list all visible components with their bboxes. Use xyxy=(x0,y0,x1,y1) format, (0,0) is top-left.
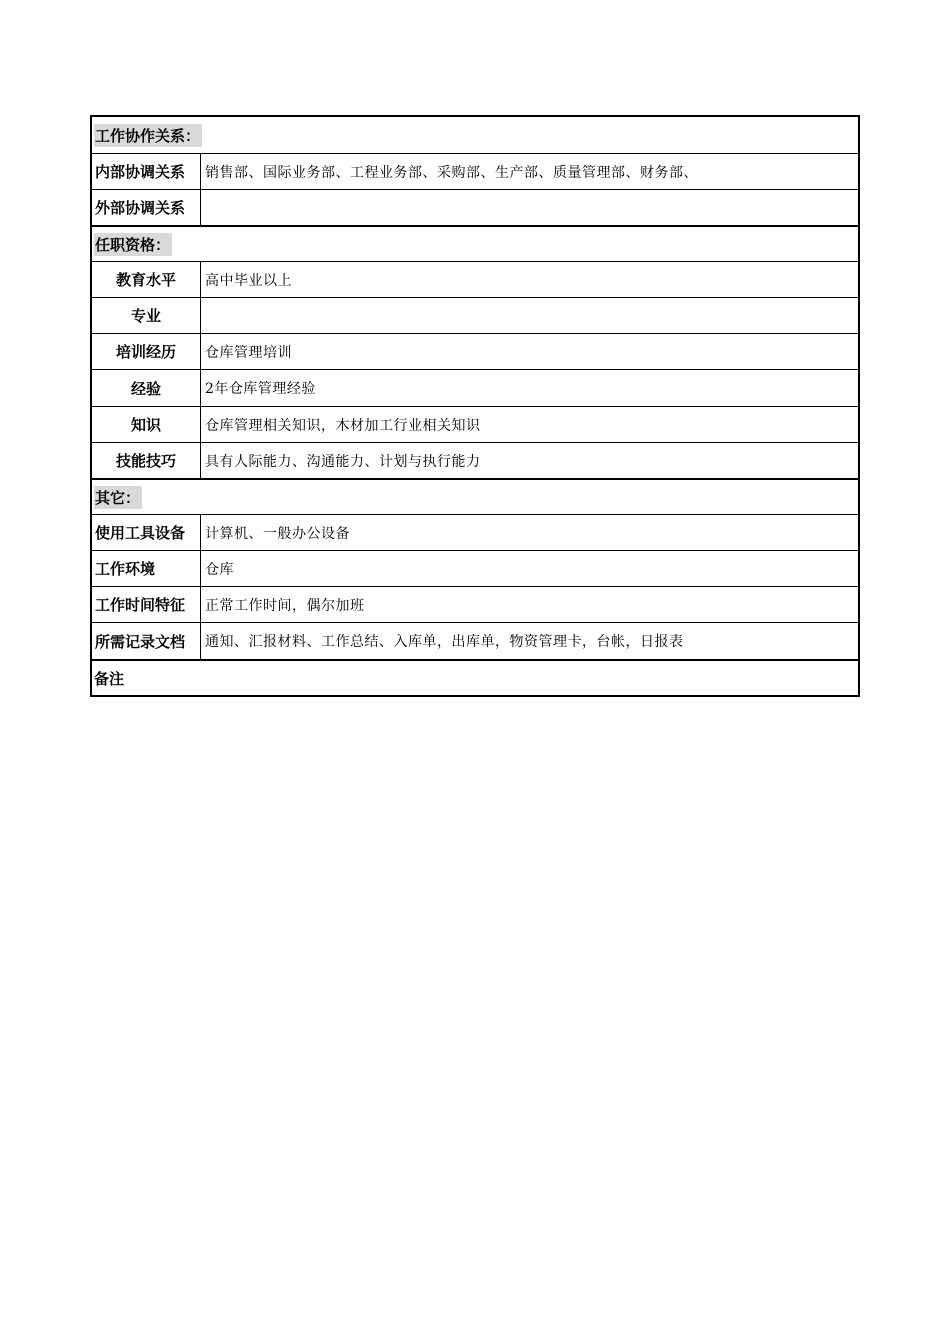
row-value: 计算机、一般办公设备 xyxy=(205,525,350,542)
section-header-qualifications xyxy=(92,225,858,261)
job-description-table xyxy=(90,115,860,697)
row-value xyxy=(201,190,858,225)
row-label: 教育水平 xyxy=(92,262,201,297)
row-label: 培训经历 xyxy=(92,334,201,369)
row-value: 仓库管理培训 xyxy=(205,344,292,361)
section-header-relations xyxy=(92,117,858,153)
table-row-external-relations xyxy=(92,189,858,225)
row-value xyxy=(201,298,858,333)
table-row-training xyxy=(92,333,858,369)
row-value: 通知、汇报材料、工作总结、入库单，出库单，物资管理卡，台帐，日报表 xyxy=(205,634,684,650)
table-row-internal-relations xyxy=(92,153,858,189)
row-label: 专业 xyxy=(92,298,201,333)
row-value: 正常工作时间，偶尔加班 xyxy=(205,597,365,614)
section-header-other xyxy=(92,478,858,514)
row-value: 仓库 xyxy=(205,561,234,578)
row-label: 外部协调关系 xyxy=(92,190,201,225)
row-label: 所需记录文档 xyxy=(92,623,201,659)
row-label: 工作时间特征 xyxy=(92,587,201,622)
row-value: 仓库管理相关知识，木材加工行业相关知识 xyxy=(205,417,481,434)
table-row-experience xyxy=(92,369,858,406)
section-header-remarks xyxy=(92,659,858,695)
row-label: 知识 xyxy=(92,407,201,442)
table-row-major xyxy=(92,297,858,333)
row-value: 具有人际能力、沟通能力、计划与执行能力 xyxy=(205,453,481,470)
table-row-knowledge xyxy=(92,406,858,442)
row-label: 工作环境 xyxy=(92,551,201,586)
section-title-remarks: 备注 xyxy=(94,669,125,688)
table-row-skills xyxy=(92,442,858,478)
row-value: 2年仓库管理经验 xyxy=(205,381,316,397)
section-title-relations: 工作协作关系： xyxy=(94,124,202,147)
table-row-tools xyxy=(92,514,858,550)
row-value: 高中毕业以上 xyxy=(205,272,292,289)
row-label: 经验 xyxy=(92,370,201,406)
table-row-environment xyxy=(92,550,858,586)
row-label: 内部协调关系 xyxy=(92,154,201,189)
table-row-work-hours xyxy=(92,586,858,622)
table-row-documents xyxy=(92,622,858,659)
row-value: 销售部、国际业务部、工程业务部、采购部、生产部、质量管理部、财务部、 xyxy=(205,164,698,181)
section-title-other: 其它： xyxy=(94,486,142,509)
row-label: 使用工具设备 xyxy=(92,515,201,550)
row-label: 技能技巧 xyxy=(92,443,201,478)
section-title-qualifications: 任职资格： xyxy=(94,233,172,256)
table-row-education xyxy=(92,261,858,297)
